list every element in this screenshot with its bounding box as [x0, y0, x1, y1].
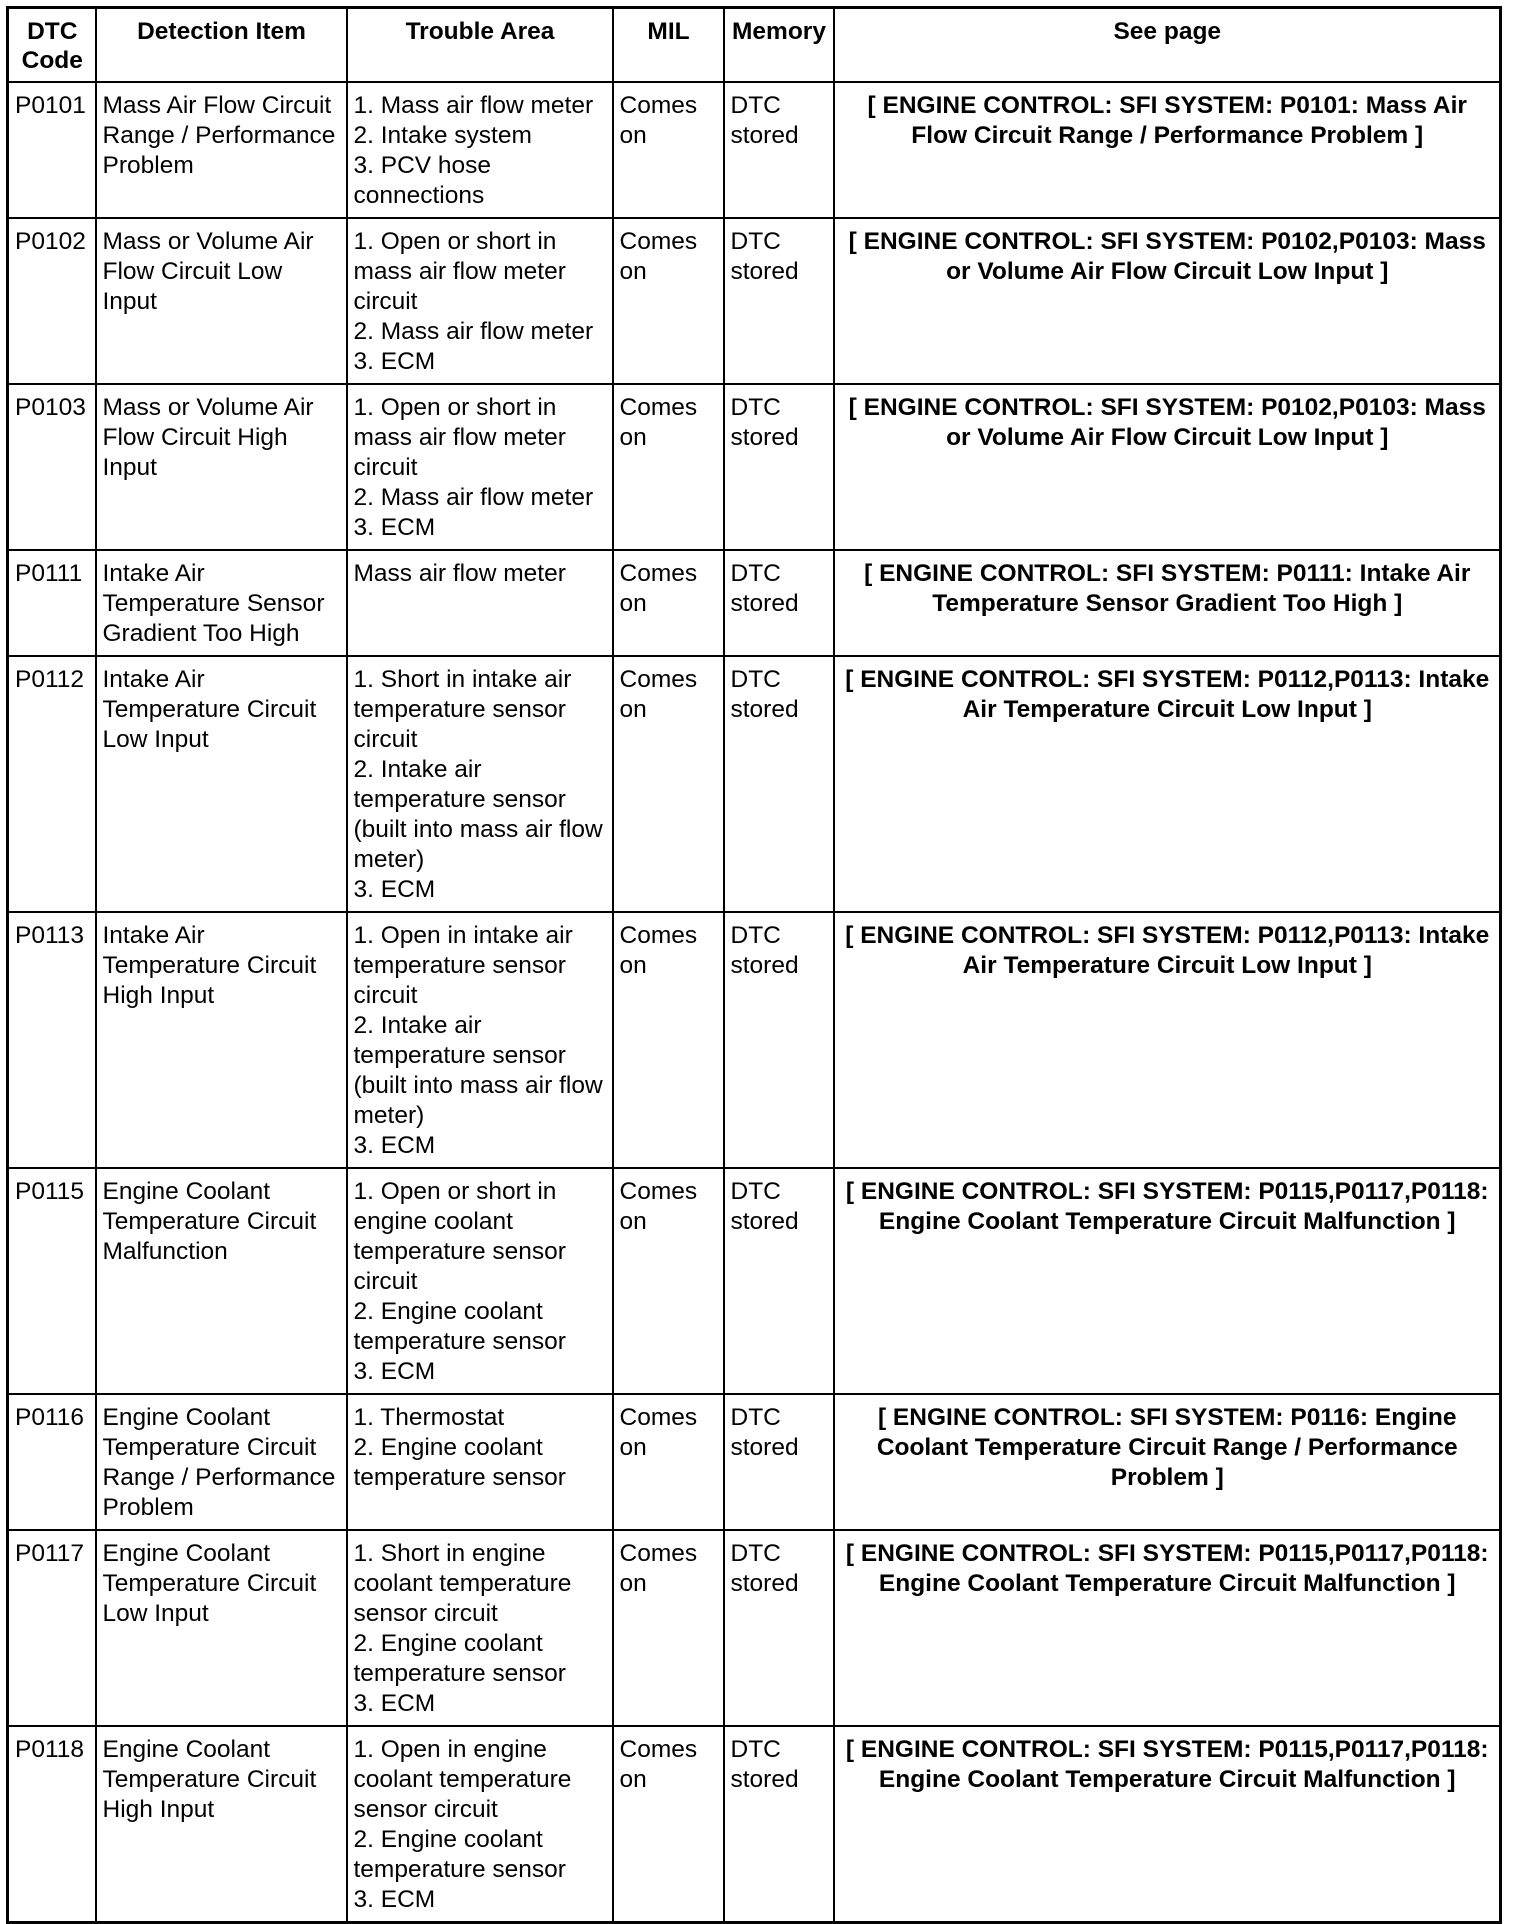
- header-detection-item: Detection Item: [96, 8, 347, 83]
- trouble-area-item: 3. ECM: [353, 1690, 436, 1717]
- trouble-area-item: 2. Engine coolant temperature sensor: [353, 1630, 566, 1687]
- dtc-code-cell: P0116: [8, 1394, 96, 1530]
- memory-cell: DTC stored: [724, 82, 834, 218]
- trouble-area-item: 3. ECM: [353, 514, 436, 541]
- memory-cell: DTC stored: [724, 1726, 834, 1923]
- detection-item-cell: Intake Air Temperature Circuit High Input: [96, 912, 347, 1168]
- detection-item-cell: Engine Coolant Temperature Circuit High Input: [96, 1726, 347, 1923]
- mil-cell: Comes on: [613, 1726, 724, 1923]
- detection-item-cell: Mass or Volume Air Flow Circuit Low Input: [96, 218, 347, 384]
- table-row: [8, 1530, 1501, 1726]
- header-trouble-area: Trouble Area: [347, 8, 613, 83]
- mil-cell: Comes on: [613, 82, 724, 218]
- header-see-page: See page: [834, 8, 1501, 83]
- trouble-area-cell: [347, 1726, 613, 1923]
- trouble-area-item: 2. Mass air flow meter: [353, 484, 594, 511]
- memory-cell: DTC stored: [724, 912, 834, 1168]
- see-page-cell: [ ENGINE CONTROL: SFI SYSTEM: P0101: Mass Air Flow Circuit Range / Performance Problem ]: [834, 82, 1501, 218]
- header-dtc-code: DTC Code: [8, 8, 96, 83]
- trouble-area-item: 2. Mass air flow meter: [353, 318, 594, 345]
- dtc-code-cell: P0111: [8, 550, 96, 656]
- trouble-area-cell: [347, 82, 613, 218]
- see-page-cell: [ ENGINE CONTROL: SFI SYSTEM: P0112,P0113: Intake Air Temperature Circuit Low Input ]: [834, 912, 1501, 1168]
- see-page-cell: [ ENGINE CONTROL: SFI SYSTEM: P0115,P0117,P0118: Engine Coolant Temperature Circuit Malfunction ]: [834, 1726, 1501, 1923]
- table-row: [8, 218, 1501, 384]
- see-page-cell: [ ENGINE CONTROL: SFI SYSTEM: P0111: Intake Air Temperature Sensor Gradient Too High ]: [834, 550, 1501, 656]
- mil-cell: Comes on: [613, 656, 724, 912]
- trouble-area-item: 3. ECM: [353, 1358, 436, 1385]
- trouble-area-cell: [347, 218, 613, 384]
- dtc-code-cell: P0103: [8, 384, 96, 550]
- mil-cell: Comes on: [613, 550, 724, 656]
- trouble-area-item: 1. Thermostat: [353, 1404, 505, 1431]
- trouble-area-cell: [347, 1394, 613, 1530]
- trouble-area-item: 2. Intake air temperature sensor (built into mass air flow meter): [353, 1012, 603, 1129]
- memory-cell: DTC stored: [724, 656, 834, 912]
- dtc-code-cell: P0112: [8, 656, 96, 912]
- trouble-area-item: Mass air flow meter: [353, 560, 566, 587]
- table-body: [8, 82, 1501, 1923]
- dtc-code-cell: P0113: [8, 912, 96, 1168]
- trouble-area-item: 1. Short in engine coolant temperature sensor circuit: [353, 1540, 572, 1627]
- header-mil: MIL: [613, 8, 724, 83]
- trouble-area-item: 2. Intake air temperature sensor (built into mass air flow meter): [353, 756, 603, 873]
- trouble-area-cell: [347, 384, 613, 550]
- memory-cell: DTC stored: [724, 218, 834, 384]
- table-row: [8, 82, 1501, 218]
- detection-item-cell: Mass or Volume Air Flow Circuit High Input: [96, 384, 347, 550]
- trouble-area-cell: [347, 1530, 613, 1726]
- trouble-area-item: 1. Open in intake air temperature sensor circuit: [353, 922, 573, 1009]
- mil-cell: Comes on: [613, 384, 724, 550]
- dtc-code-cell: P0117: [8, 1530, 96, 1726]
- mil-cell: Comes on: [613, 218, 724, 384]
- memory-cell: DTC stored: [724, 1168, 834, 1394]
- trouble-area-item: 2. Engine coolant temperature sensor: [353, 1826, 566, 1883]
- mil-cell: Comes on: [613, 1530, 724, 1726]
- detection-item-cell: Intake Air Temperature Circuit Low Input: [96, 656, 347, 912]
- trouble-area-item: 3. PCV hose connections: [353, 152, 492, 209]
- see-page-cell: [ ENGINE CONTROL: SFI SYSTEM: P0102,P0103: Mass or Volume Air Flow Circuit Low Input ]: [834, 218, 1501, 384]
- see-page-cell: [ ENGINE CONTROL: SFI SYSTEM: P0112,P0113: Intake Air Temperature Circuit Low Input ]: [834, 656, 1501, 912]
- detection-item-cell: Engine Coolant Temperature Circuit Malfunction: [96, 1168, 347, 1394]
- header-memory: Memory: [724, 8, 834, 83]
- header-row: [8, 8, 1501, 83]
- memory-cell: DTC stored: [724, 1530, 834, 1726]
- table-row: [8, 1394, 1501, 1530]
- mil-cell: Comes on: [613, 912, 724, 1168]
- trouble-area-item: 1. Mass air flow meter: [353, 92, 594, 119]
- dtc-code-cell: P0101: [8, 82, 96, 218]
- mil-cell: Comes on: [613, 1168, 724, 1394]
- trouble-area-item: 2. Intake system: [353, 122, 532, 149]
- trouble-area-item: 3. ECM: [353, 1132, 436, 1159]
- trouble-area-cell: [347, 1168, 613, 1394]
- trouble-area-item: 1. Open or short in mass air flow meter circuit: [353, 394, 566, 481]
- trouble-area-item: 1. Short in intake air temperature sensor circuit: [353, 666, 572, 753]
- table-row: [8, 912, 1501, 1168]
- detection-item-cell: Engine Coolant Temperature Circuit Range / Performance Problem: [96, 1394, 347, 1530]
- trouble-area-cell: [347, 912, 613, 1168]
- see-page-cell: [ ENGINE CONTROL: SFI SYSTEM: P0116: Engine Coolant Temperature Circuit Range / Performance Problem ]: [834, 1394, 1501, 1530]
- trouble-area-item: 1. Open or short in mass air flow meter circuit: [353, 228, 566, 315]
- trouble-area-item: 1. Open in engine coolant temperature sensor circuit: [353, 1736, 572, 1823]
- trouble-area-item: 2. Engine coolant temperature sensor: [353, 1298, 566, 1355]
- mil-cell: Comes on: [613, 1394, 724, 1530]
- see-page-cell: [ ENGINE CONTROL: SFI SYSTEM: P0115,P0117,P0118: Engine Coolant Temperature Circuit Malfunction ]: [834, 1168, 1501, 1394]
- dtc-code-cell: P0102: [8, 218, 96, 384]
- table-row: [8, 384, 1501, 550]
- memory-cell: DTC stored: [724, 1394, 834, 1530]
- table-row: [8, 656, 1501, 912]
- trouble-area-item: 3. ECM: [353, 1886, 436, 1913]
- table-row: [8, 1168, 1501, 1394]
- table-row: [8, 550, 1501, 656]
- detection-item-cell: Mass Air Flow Circuit Range / Performance Problem: [96, 82, 347, 218]
- see-page-cell: [ ENGINE CONTROL: SFI SYSTEM: P0102,P0103: Mass or Volume Air Flow Circuit Low Input ]: [834, 384, 1501, 550]
- dtc-code-cell: P0115: [8, 1168, 96, 1394]
- dtc-table: [6, 6, 1502, 1924]
- trouble-area-cell: [347, 550, 613, 656]
- trouble-area-item: 2. Engine coolant temperature sensor: [353, 1434, 566, 1491]
- dtc-code-cell: P0118: [8, 1726, 96, 1923]
- trouble-area-item: 3. ECM: [353, 876, 436, 903]
- trouble-area-cell: [347, 656, 613, 912]
- see-page-cell: [ ENGINE CONTROL: SFI SYSTEM: P0115,P0117,P0118: Engine Coolant Temperature Circuit Malfunction ]: [834, 1530, 1501, 1726]
- detection-item-cell: Intake Air Temperature Sensor Gradient Too High: [96, 550, 347, 656]
- trouble-area-item: 3. ECM: [353, 348, 436, 375]
- memory-cell: DTC stored: [724, 550, 834, 656]
- memory-cell: DTC stored: [724, 384, 834, 550]
- table-row: [8, 1726, 1501, 1923]
- trouble-area-item: 1. Open or short in engine coolant temperature sensor circuit: [353, 1178, 566, 1295]
- detection-item-cell: Engine Coolant Temperature Circuit Low Input: [96, 1530, 347, 1726]
